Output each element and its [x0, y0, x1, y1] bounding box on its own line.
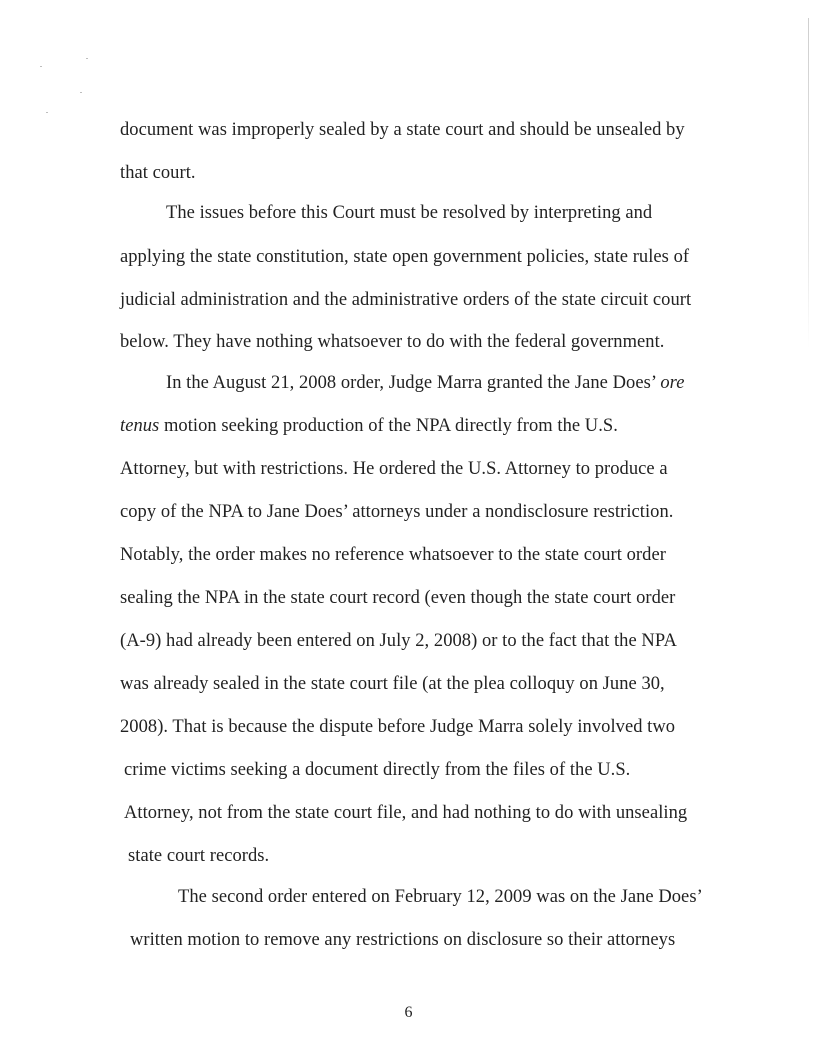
- body-line-10: copy of the NPA to Jane Does’ attorneys under a nondisclosure restriction.: [120, 502, 674, 522]
- body-line-8: [120, 415, 618, 437]
- scan-edge-shadow: [808, 18, 809, 348]
- body-line-16: crime victims seeking a document directly from the files of the U.S.: [124, 760, 631, 780]
- body-line-18: state court records.: [128, 846, 270, 866]
- body-line-8-text: motion seeking production of the NPA directly from the U.S.: [159, 416, 618, 436]
- body-line-6: below. They have nothing whatsoever to do with the federal government.: [120, 332, 665, 352]
- page-number: 6: [404, 1004, 413, 1021]
- body-line-19: The second order entered on February 12, 2009 was on the Jane Does’: [178, 887, 703, 907]
- body-line-7: [166, 372, 684, 394]
- scan-speck: [86, 58, 88, 59]
- scan-speck: [80, 92, 82, 93]
- body-line-1: document was improperly sealed by a state court and should be unsealed by: [120, 120, 685, 140]
- body-line-3: The issues before this Court must be resolved by interpreting and: [166, 203, 653, 223]
- body-line-17: Attorney, not from the state court file, and had nothing to do with unsealing: [124, 803, 688, 823]
- italic-tenus: tenus: [120, 416, 160, 436]
- body-line-20: written motion to remove any restrictions on disclosure so their attorneys: [130, 930, 676, 950]
- body-line-15: 2008). That is because the dispute before Judge Marra solely involved two: [120, 717, 676, 737]
- body-line-4: applying the state constitution, state open government policies, state rules of: [120, 247, 690, 267]
- body-line-13: (A-9) had already been entered on July 2, 2008) or to the fact that the NPA: [120, 631, 677, 651]
- body-line-9: Attorney, but with restrictions. He ordered the U.S. Attorney to produce a: [120, 459, 668, 479]
- scan-speck: [46, 112, 48, 113]
- body-line-2: that court.: [120, 163, 196, 183]
- body-line-7-text: In the August 21, 2008 order, Judge Marra granted the Jane Does’: [166, 373, 656, 393]
- italic-ore: ore: [660, 373, 685, 393]
- body-line-5: judicial administration and the administrative orders of the state circuit court: [120, 290, 692, 310]
- body-line-12: sealing the NPA in the state court record (even though the state court order: [120, 588, 676, 608]
- body-line-11: Notably, the order makes no reference whatsoever to the state court order: [120, 545, 666, 565]
- body-line-14: was already sealed in the state court file (at the plea colloquy on June 30,: [120, 674, 665, 694]
- scan-speck: [40, 66, 42, 67]
